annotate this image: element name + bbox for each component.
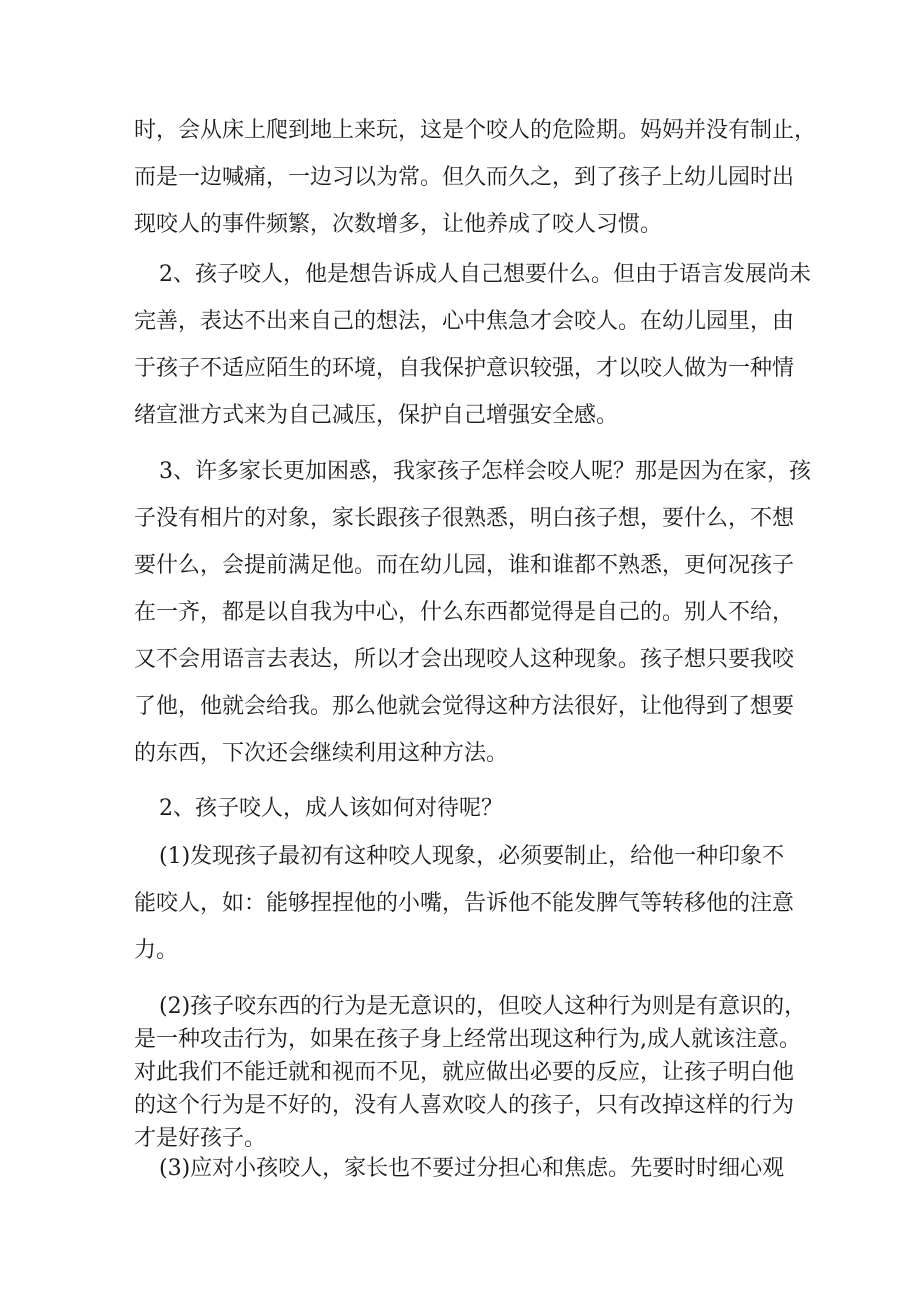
text-line: 又不会用语言去表达，所以才会出现咬人这种现象。孩子想只要我咬	[134, 647, 795, 672]
text-line: 2、孩子咬人，他是想告诉成人自己想要什么。但由于语言发展尚未	[159, 262, 811, 287]
text-line: (3)应对小孩咬人，家长也不要过分担心和焦虑。先要时时细心观	[159, 1156, 785, 1181]
text-line: 子没有相片的对象，家长跟孩子很熟悉，明白孩子想，要什么，不想	[134, 506, 795, 531]
text-line: 2、孩子咬人，成人该如何对待呢？	[159, 796, 503, 821]
text-line: (1)发现孩子最初有这种咬人现象，必须要制止，给他一种印象不	[159, 844, 785, 869]
text-line: 于孩子不适应陌生的环境，自我保护意识较强，才以咬人做为一种情	[134, 356, 795, 381]
text-line: 的东西，下次还会继续利用这种方法。	[134, 741, 509, 766]
text-line: 是一种攻击行为，如果在孩子身上经常出现这种行为,成人就该注意。	[134, 1027, 801, 1052]
text-line: 现咬人的事件频繁，次数增多，让他养成了咬人习惯。	[134, 212, 663, 237]
text-line: 才是好孩子。	[134, 1126, 267, 1151]
text-line: (2)孩子咬东西的行为是无意识的，但咬人这种行为则是有意识的，	[159, 994, 807, 1019]
paragraph-reason-2	[134, 251, 811, 439]
paragraph-reason-3	[134, 448, 811, 777]
paragraph-response-2	[134, 990, 807, 1155]
text-line: 对此我们不能迁就和视而不见，就应做出必要的反应，让孩子明白他	[134, 1060, 795, 1085]
text-line: 绪宣泄方式来为自己减压，保护自己增强安全感。	[134, 403, 619, 428]
text-line: 能咬人，如：能够捏捏他的小嘴，告诉他不能发脾气等转移他的注意	[134, 891, 795, 916]
text-line: 力。	[134, 938, 179, 963]
section-heading-how-to-respond	[134, 785, 802, 832]
text-line: 在一齐，都是以自我为中心，什么东西都觉得是自己的。别人不给，	[134, 600, 795, 625]
text-line: 完善，表达不出来自己的想法，心中焦急才会咬人。在幼儿园里，由	[134, 309, 795, 334]
text-line: 要什么，会提前满足他。而在幼儿园，谁和谁都不熟悉，更何况孩子	[134, 553, 795, 578]
text-line: 的这个行为是不好的，没有人喜欢咬人的孩子，只有改掉这样的行为	[134, 1093, 795, 1118]
paragraph-biting-danger-period	[134, 107, 817, 248]
paragraph-response-3	[134, 1145, 802, 1192]
text-line: 3、许多家长更加困惑，我家孩子怎样会咬人呢？那是因为在家，孩	[159, 459, 811, 484]
text-line: 而是一边喊痛，一边习以为常。但久而久之，到了孩子上幼儿园时出	[134, 165, 795, 190]
paragraph-response-1	[134, 833, 802, 974]
text-line: 时，会从床上爬到地上来玩，这是个咬人的危险期。妈妈并没有制止，	[134, 118, 817, 143]
text-line: 了他，他就会给我。那么他就会觉得这种方法很好，让他得到了想要	[134, 694, 795, 719]
